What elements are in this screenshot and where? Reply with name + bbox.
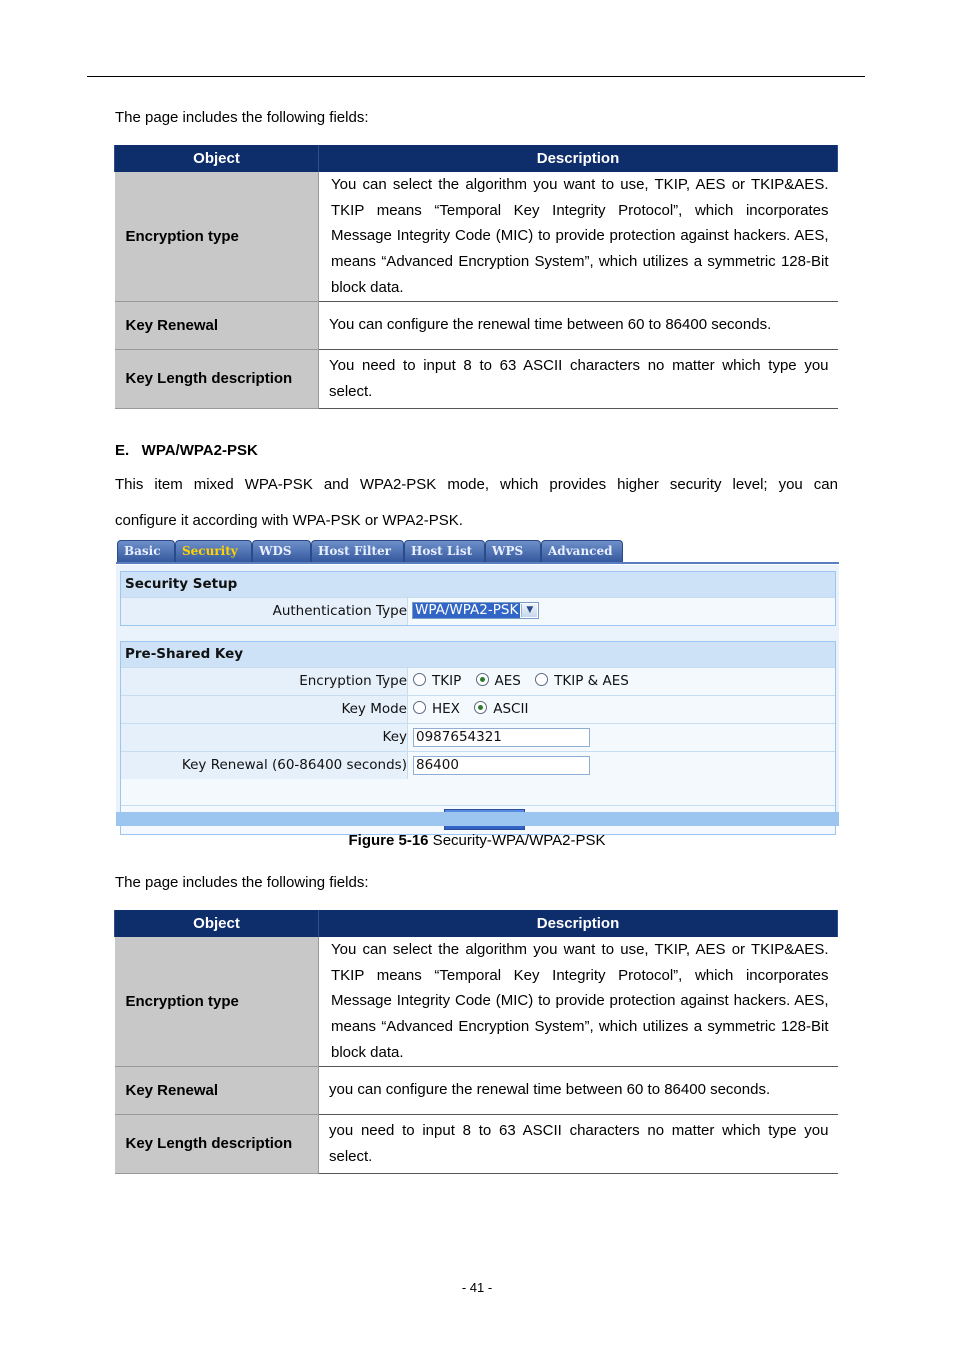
security-setup-heading: Security Setup — [121, 572, 835, 597]
table-row — [115, 1114, 838, 1173]
pre-shared-key-heading: Pre-Shared Key — [121, 642, 835, 667]
auth-type-select[interactable] — [412, 602, 539, 619]
header-description: Description — [319, 910, 838, 937]
header-object: Object — [115, 145, 319, 172]
table-row — [115, 349, 838, 408]
key-mode-row — [121, 695, 835, 723]
header-rule — [87, 76, 865, 77]
key-label: Key — [121, 724, 408, 751]
tab-advanced[interactable]: Advanced — [541, 540, 623, 562]
object-cell: Key Renewal — [115, 301, 319, 349]
key-mode-label: Key Mode — [121, 696, 408, 723]
tab-host-list[interactable]: Host List — [404, 540, 485, 562]
key-renewal-label: Key Renewal (60-86400 seconds) — [121, 752, 408, 779]
tab-wds[interactable]: WDS — [252, 540, 311, 562]
option-ascii-label: ASCII — [493, 701, 529, 717]
radio-hex[interactable] — [413, 701, 426, 714]
tab-security[interactable]: Security — [175, 540, 252, 562]
description-cell: You can select the algorithm you want to use, TKIP, AES or TKIP&AES. TKIP means “Temporal Key Integrity Protocol”, which incorporates Message Integrity Code (MIC) to provide protection against hackers. AES, means “Advanced Encryption System”, which utilizes a symmetric 128-Bit block data. — [319, 172, 838, 301]
auth-type-row — [121, 597, 835, 625]
key-input[interactable]: 0987654321 — [413, 728, 590, 747]
auth-type-label: Authentication Type — [121, 598, 408, 625]
option-tkip-aes-label: TKIP & AES — [554, 673, 629, 689]
table-row — [115, 172, 838, 301]
radio-ascii[interactable] — [474, 701, 487, 714]
object-cell: Encryption type — [115, 937, 319, 1066]
description-cell: you can configure the renewal time between 60 to 86400 seconds. — [319, 1066, 838, 1114]
object-cell: Encryption type — [115, 172, 319, 301]
fields-table-2 — [114, 910, 838, 1174]
tab-wps[interactable]: WPS — [485, 540, 541, 562]
intro-text-2: The page includes the following fields: — [115, 874, 369, 891]
fields-table-1 — [114, 145, 838, 409]
table-row — [115, 1066, 838, 1114]
description-cell: you need to input 8 to 63 ASCII characters no matter which type you select. — [319, 1114, 838, 1173]
encryption-type-label: Encryption Type — [121, 668, 408, 695]
section-title: E. WPA/WPA2-PSK — [115, 442, 258, 459]
chevron-down-icon[interactable]: ▼ — [521, 604, 537, 617]
page-number: - 41 - — [461, 1280, 493, 1295]
radio-tkip-aes[interactable] — [535, 673, 548, 686]
table-header-row — [115, 145, 838, 172]
radio-aes[interactable] — [476, 673, 489, 686]
panel-footer-bar — [116, 812, 839, 826]
option-tkip-label: TKIP — [432, 673, 462, 689]
description-cell: You can configure the renewal time between 60 to 86400 seconds. — [319, 301, 838, 349]
figure-caption — [0, 832, 954, 849]
section-body-line-1: This item mixed WPA-PSK and WPA2-PSK mode, which provides higher security level; you can — [115, 476, 838, 493]
header-object: Object — [115, 910, 319, 937]
figure-label: Figure 5-16 — [348, 832, 429, 849]
object-cell: Key Renewal — [115, 1066, 319, 1114]
encryption-type-row — [121, 667, 835, 695]
auth-type-selected: WPA/WPA2-PSK — [415, 601, 519, 618]
settings-panel — [116, 565, 839, 826]
table-row — [115, 937, 838, 1066]
figure-text: Security-WPA/WPA2-PSK — [428, 832, 606, 849]
tab-host-filter[interactable]: Host Filter — [311, 540, 404, 562]
object-cell: Key Length description — [115, 349, 319, 408]
key-renewal-row — [121, 751, 835, 779]
intro-text-1: The page includes the following fields: — [115, 109, 369, 126]
security-setup-box — [120, 571, 836, 626]
description-cell: You can select the algorithm you want to use, TKIP, AES or TKIP&AES. TKIP means “Temporal Key Integrity Protocol”, which incorporates Message Integrity Code (MIC) to provide protection against hackers. AES, means “Advanced Encryption System”, which utilizes a symmetric 128-Bit block data. — [319, 937, 838, 1066]
description-cell: You need to input 8 to 63 ASCII characters no matter which type you select. — [319, 349, 838, 408]
pre-shared-key-box — [120, 641, 836, 809]
tab-basic[interactable]: Basic — [117, 540, 175, 562]
table-header-row — [115, 910, 838, 937]
tab-bar — [116, 539, 839, 563]
radio-tkip[interactable] — [413, 673, 426, 686]
section-body-line-2: configure it according with WPA-PSK or WPA2-PSK. — [115, 512, 463, 529]
router-security-ui — [116, 539, 839, 826]
table-row — [115, 301, 838, 349]
key-row — [121, 723, 835, 751]
header-description: Description — [319, 145, 838, 172]
key-renewal-input[interactable]: 86400 — [413, 756, 590, 775]
object-cell: Key Length description — [115, 1114, 319, 1173]
option-hex-label: HEX — [432, 701, 460, 717]
tab-underline — [116, 562, 839, 564]
option-aes-label: AES — [494, 673, 521, 689]
